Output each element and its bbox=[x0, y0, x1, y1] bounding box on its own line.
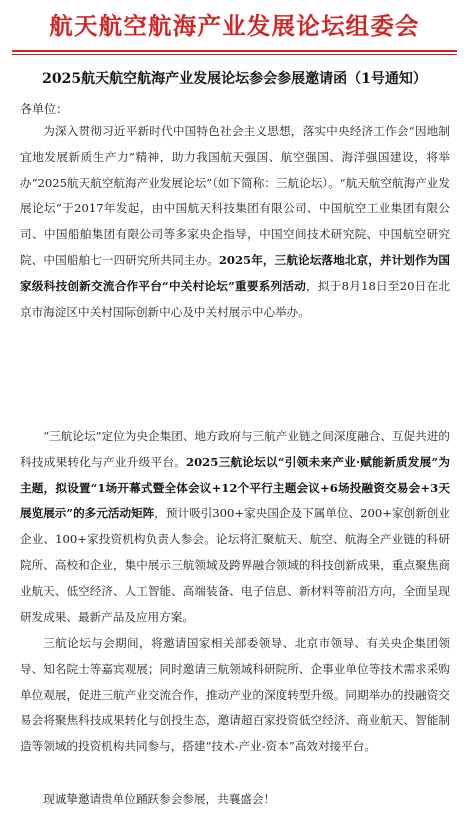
paragraph-positioning bbox=[20, 424, 450, 630]
paragraph-text: “三航论坛”定位为央企集团、地方政府与三航产业链之间深度融合、互促共进的科技成果转化与产业升级平台。 bbox=[20, 429, 450, 469]
paragraph-text: ，拟于8月18日至20日在北京市海淀区中关村国际创新中心及中关村展示中心举办。 bbox=[20, 278, 450, 319]
paragraph-text: 为深入贯彻习近平新时代中国特色社会主义思想，落实中央经济工作会“因地制宜地发展新质生产力”精神，助力我国航天强国、航空强国、海洋强国建设，将举办“2025航天航空航海产业发展论坛”（如下简称：三航论坛）。“航天航空航海产业发展论坛”于2017年发起，由中国航天科技集团有限公司、中国航空工业集团有限公司、中国船舶集团有限公司等多家央企指导，中国空间技术研究院、中国航空研究院、中国船舶七一四研究所共同主办。 bbox=[20, 124, 450, 267]
organizer-name: 航天航空航海产业发展论坛组委会 bbox=[49, 12, 420, 40]
salutation: 各单位： bbox=[20, 102, 69, 116]
letterhead bbox=[0, 0, 469, 48]
paragraph-intro bbox=[20, 119, 450, 325]
paragraph-text: 现诚挚邀请贵单位踊跃参会参展，共襄盛会！ bbox=[43, 792, 276, 806]
document-title: 2025航天航空航海产业发展论坛参会参展邀请函（1号通知） bbox=[42, 71, 427, 87]
letterhead-rule-thin bbox=[12, 54, 457, 55]
letterhead-rule-thick bbox=[12, 50, 457, 52]
paragraph-guests bbox=[20, 631, 450, 760]
paragraph-emphasis: 2025年，三航论坛落地北京，并计划作为国家级科技创新交流合作平台“中关村论坛”重要系列活动 bbox=[20, 252, 450, 293]
paragraph-emphasis: 2025三航论坛以“引领未来产业·赋能新质发展”为主题，拟设置“1场开幕式暨全体会议+12个平行主题会议+6场投融资交易会+3天展览展示”的多元活动矩阵 bbox=[20, 454, 450, 521]
paragraph-text: 三航论坛与会期间，将邀请国家相关部委领导、北京市领导、有关央企集团领导、知名院士等嘉宾观展；同时邀请三航领域科研院所、企事业单位等技术需求采购单位观展，促进三航产业交流合作，推动产业的深度转型升级。同期举办的投融资交易会将聚焦科技成果转化与创投生态，邀请超百家投资低空经济、商业航天、智能制造等领域的投资机构共同参与，搭建“技术-产业-资本”高效对接平台。 bbox=[20, 636, 450, 754]
paragraph-closing bbox=[20, 787, 450, 813]
paragraph-text: ，预计吸引300+家央国企及下属单位、200+家创新创业企业、100+家投资机构负责人参会。论坛将汇聚航天、航空、航海全产业链的科研院所、高校和企业，集中展示三航领域及跨界融合领域的科技创新成果，重点聚焦商业航天、低空经济、人工智能、高端装备、电子信息、新材料等前沿方向，全面呈现研发成果、最新产品及应用方案。 bbox=[20, 506, 450, 624]
